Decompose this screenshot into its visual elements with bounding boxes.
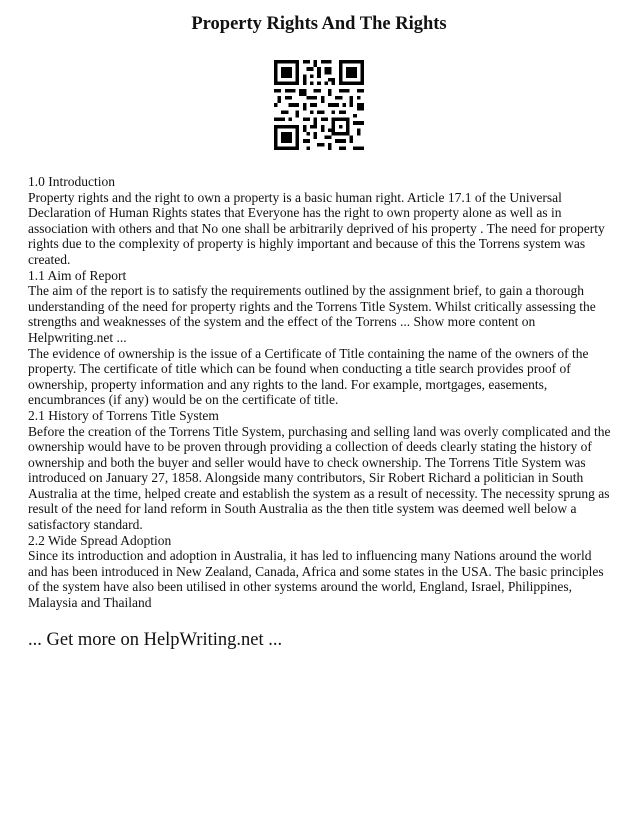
paragraph-introduction: Property rights and the right to own a property is a basic human right. Article 17.1 of the Universal Declaration of Human Rights states that Everyone has the right to own property alone as well as in association with others and that No one shall be arbitrarily deprived of his property . The need for property rights due to the complexity of property is highly important and because of this the Torrens system was created. [28,189,605,267]
paragraph-evidence: The evidence of ownership is the issue of a Certificate of Title containing the name of the owners of the property. The certificate of title which can be found when conducting a title search provides proof of ownership, property information and any rights to the land. For example, mortgages, easements, encumbrances (if any) would be on the certificate of title. [28,345,589,408]
section-heading-aim: 1.1 Aim of Report [28,267,127,283]
section-heading-introduction: 1.0 Introduction [28,174,115,189]
document-body [28,174,612,611]
qr-code-icon [274,60,364,150]
paragraph-history: Before the creation of the Torrens Title System, purchasing and selling land was overly complicated and the ownership would have to be proven through providing a collection of deeds clearly stating the history of ownership and both the buyer and seller would have to check ownership. The Torrens Title System was introduced on January 27, 1858. Alongside many contributors, Sir Robert Richard a politician in South Australia at the time, helped create and establish the system as a result of necessity. The necessity sprung as result of the need for land reform in South Australia as the then title system was deemed well below a satisfactory standard. [28,423,611,533]
get-more-link[interactable]: ... Get more on HelpWriting.net ... [28,630,283,650]
page-title: Property Rights And The Rights [191,14,447,34]
paragraph-aim: The aim of the report is to satisfy the requirements outlined by the assignment brief, to gain a thorough understanding of the need for property rights and the Torrens Title System. Whilst critically assessing the strengths and weaknesses of the system and the effect of the Torrens ... Show more content on Helpwriting.net ... [28,283,596,345]
section-heading-history: 2.1 History of Torrens Title System [28,407,219,423]
paragraph-adoption: Since its introduction and adoption in Australia, it has led to influencing many Nations around the world and has been introduced in New Zealand, Canada, Africa and some states in the USA. The basic principles of the system have also been utilised in other systems around the world, England, Israel, Philippines, Malaysia and Thailand [28,548,604,611]
section-heading-adoption: 2.2 Wide Spread Adoption [28,532,172,548]
